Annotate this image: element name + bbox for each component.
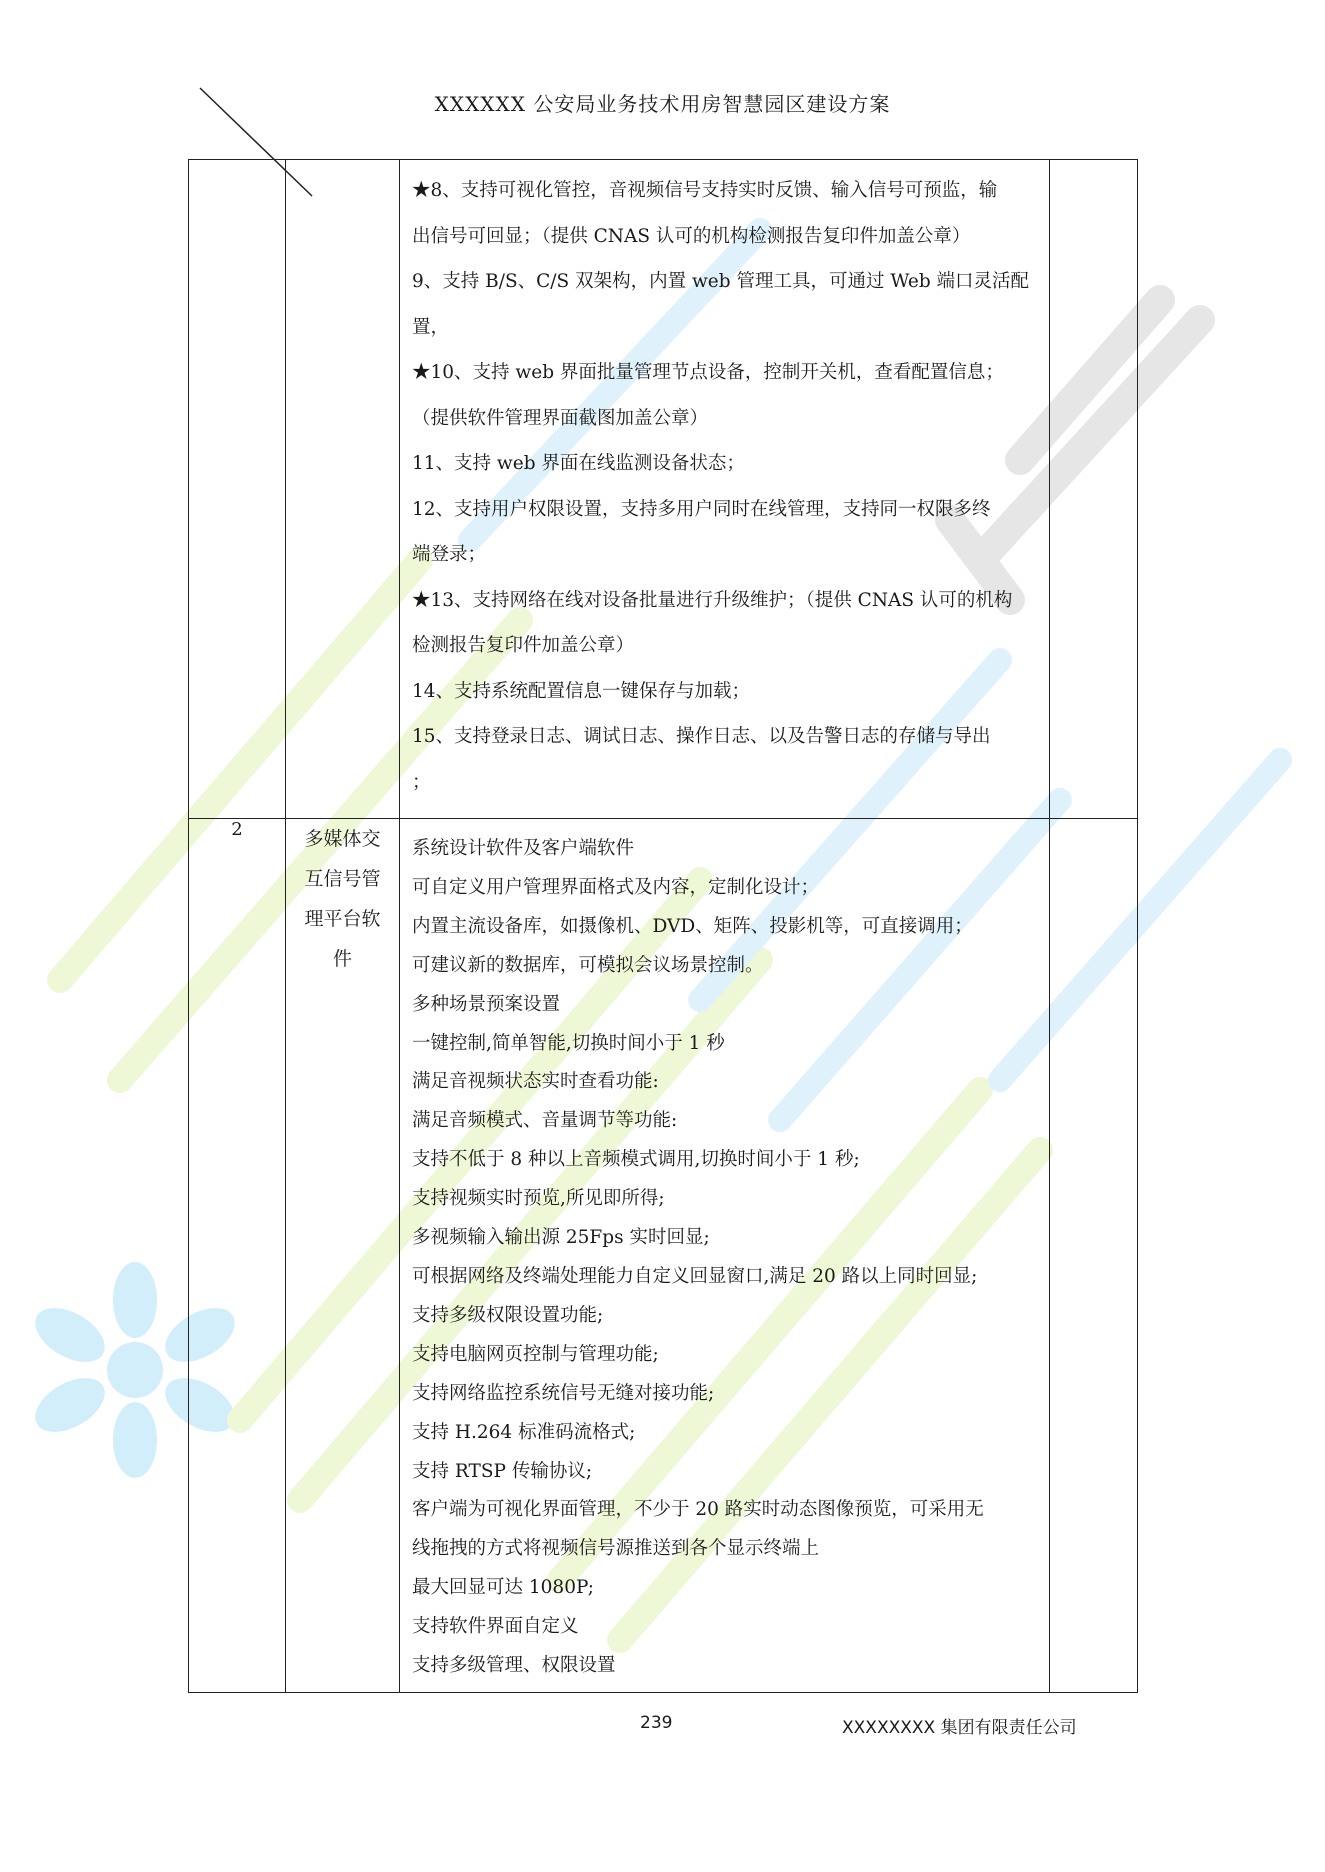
row2-name-cell: [286, 819, 400, 1693]
spec-line: 检测报告复印件加盖公章）: [412, 635, 635, 656]
row1-number-cell: [189, 160, 286, 819]
page-header-title: XXXXXX 公安局业务技术用房智慧园区建设方案: [434, 92, 891, 116]
spec-line: 满足音视频状态实时查看功能:: [412, 1071, 659, 1093]
spec-line: 支持多级管理、权限设置: [412, 1655, 616, 1677]
row1-remark-cell: [1050, 160, 1138, 819]
row2-description-lines: [400, 819, 1049, 1686]
spec-line: 支持不低于 8 种以上音频模式调用,切换时间小于 1 秒;: [412, 1149, 860, 1171]
spec-line: 12、支持用户权限设置，支持多用户同时在线管理，支持同一权限多终: [412, 498, 991, 520]
spec-line: 支持 H.264 标准码流格式;: [412, 1421, 636, 1443]
spec-line: 支持 RTSP 传输协议;: [412, 1460, 593, 1482]
row1-description-lines: [400, 160, 1049, 805]
spec-line: 内置主流设备库，如摄像机、DVD、矩阵、投影机等，可直接调用；: [412, 915, 973, 937]
spec-line: 出信号可回显；（提供 CNAS 认可的机构检测报告复印件加盖公章）: [412, 225, 971, 247]
spec-line: 支持电脑网页控制与管理功能;: [412, 1343, 659, 1365]
spec-line: 可建议新的数据库，可模拟会议场景控制。: [412, 954, 764, 976]
table-row: [189, 160, 1138, 819]
spec-line: 支持多级权限设置功能;: [412, 1304, 604, 1326]
row2-name-text: 多媒体交互信号管理平台软件: [304, 828, 381, 970]
row2-remark-cell: [1050, 819, 1138, 1693]
spec-line: 一键控制,简单智能,切换时间小于 1 秒: [412, 1032, 725, 1054]
spec-line: 9、支持 B/S、C/S 双架构，内置 web 管理工具，可通过 Web 端口灵活配: [412, 271, 1030, 292]
row2-description-cell: [400, 819, 1050, 1693]
spec-line: ★8、支持可视化管控，音视频信号支持实时反馈、输入信号可预监，输: [412, 180, 998, 201]
footer-company: XXXXXXXX 集团有限责任公司: [842, 1718, 1077, 1738]
spec-line: 置，: [412, 316, 450, 338]
spec-line: 11、支持 web 界面在线监测设备状态；: [412, 453, 745, 474]
spec-line: 15、支持登录日志、调试日志、操作日志、以及告警日志的存储与导出: [412, 726, 991, 747]
spec-line: 线拖拽的方式将视频信号源推送到各个显示终端上: [412, 1538, 820, 1560]
spec-line: 多视频输入输出源 25Fps 实时回显;: [412, 1227, 710, 1249]
spec-line: 客户端为可视化界面管理，不少于 20 路实时动态图像预览，可采用无: [412, 1499, 984, 1521]
spec-line: 最大回显可达 1080P;: [412, 1577, 594, 1599]
spec-line: ；: [412, 771, 431, 793]
row2-number-cell: 2: [189, 819, 286, 1693]
row1-name-cell: [286, 160, 400, 819]
spec-line: 支持视频实时预览,所见即所得;: [412, 1188, 665, 1210]
page-number: 239: [640, 1713, 673, 1733]
spec-line: ★13、支持网络在线对设备批量进行升级维护；（提供 CNAS 认可的机构: [412, 589, 1013, 611]
spec-line: （提供软件管理界面截图加盖公章）: [412, 407, 709, 429]
spec-line: 多种场景预案设置: [412, 993, 561, 1015]
row1-description-cell: [400, 160, 1050, 819]
spec-line: 14、支持系统配置信息一键保存与加载；: [412, 680, 751, 702]
spec-line: 满足音频模式、音量调节等功能:: [412, 1110, 678, 1132]
spec-line: 支持软件界面自定义: [412, 1616, 579, 1638]
spec-line: 系统设计软件及客户端软件: [412, 838, 635, 859]
spec-line: 可根据网络及终端处理能力自定义回显窗口,满足 20 路以上同时回显;: [412, 1265, 978, 1287]
spec-line: 可自定义用户管理界面格式及内容，定制化设计；: [412, 876, 820, 898]
table-row: [189, 819, 1138, 1693]
spec-line: ★10、支持 web 界面批量管理节点设备，控制开关机，查看配置信息；: [412, 362, 1004, 383]
spec-table: [188, 159, 1138, 1693]
spec-line: 端登录；: [412, 544, 487, 565]
spec-line: 支持网络监控系统信号无缝对接功能;: [412, 1382, 715, 1404]
